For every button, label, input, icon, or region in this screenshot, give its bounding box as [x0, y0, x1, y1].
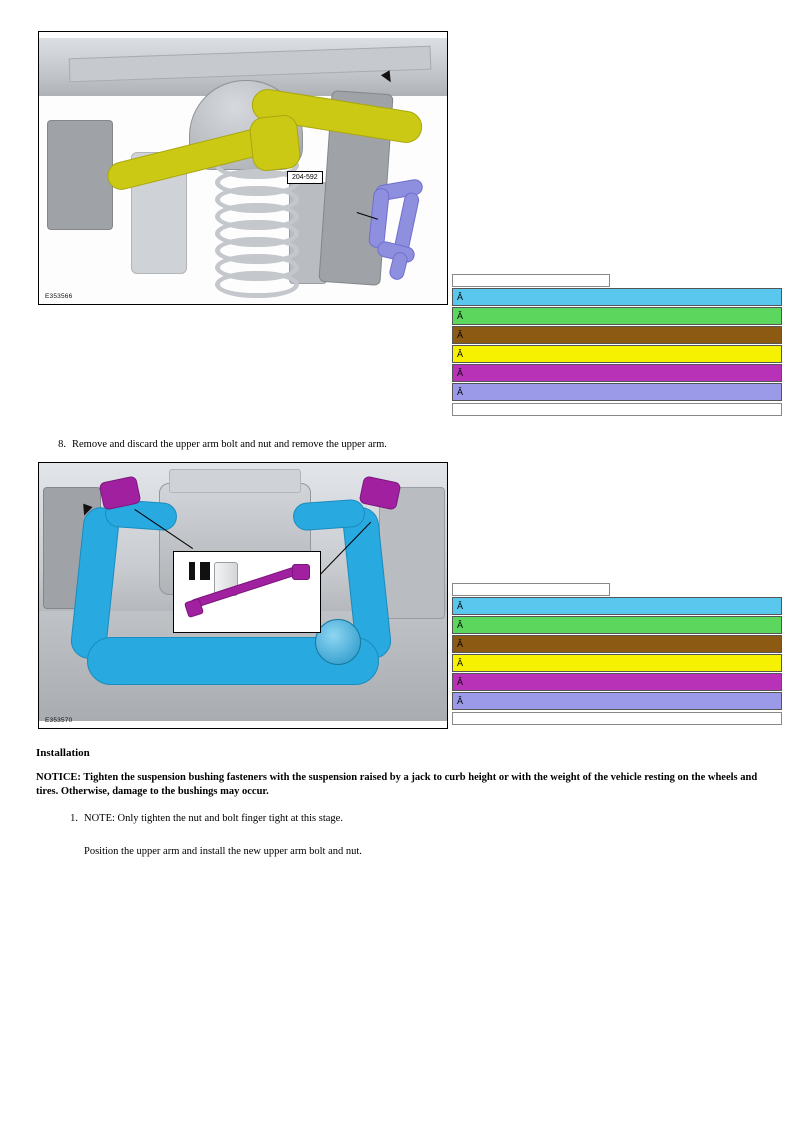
figure1-legend-table: [452, 274, 782, 416]
installation-step-1-note: [84, 812, 750, 826]
note-text: Only tighten the nut and bolt finger tight at this stage.: [117, 813, 343, 824]
installation-step-1: [60, 812, 750, 826]
table-row: Â: [452, 307, 782, 325]
installation-step-1-number: 1.: [70, 813, 78, 824]
table-row: Â: [452, 692, 782, 710]
step-8-text: Remove and discard the upper arm bolt and nut and remove the upper arm.: [72, 439, 387, 450]
tool-grip-icon: [200, 562, 210, 580]
figure2-code: E353570: [45, 717, 73, 724]
table-row: Â: [452, 597, 782, 615]
figure-upper-arm-removal: [38, 462, 448, 729]
note-label: NOTE:: [84, 813, 115, 824]
table-row: Â: [452, 654, 782, 672]
table-row: Â: [452, 616, 782, 634]
installation-heading: Installation: [36, 747, 90, 759]
installation-step-1-body: Position the upper arm and install the new upper arm bolt and nut.: [84, 846, 362, 857]
legend-table-header: [452, 274, 610, 287]
step-8: [48, 438, 748, 452]
step-8-number: 8.: [58, 439, 66, 450]
table-row: Â: [452, 673, 782, 691]
ball-joint-boss: [315, 619, 361, 665]
table-row: Â: [452, 364, 782, 382]
table-row: Â: [452, 345, 782, 363]
special-tool-callout: 204-592: [287, 171, 323, 184]
special-tool-204-592: [369, 182, 425, 274]
upper-arm-right-bushing-arm: [292, 499, 366, 532]
table-row: Â: [452, 326, 782, 344]
legend-table-header: [452, 583, 610, 596]
bolt-nut: [292, 564, 310, 580]
table-row: Â: [452, 635, 782, 653]
table-row: Â: [452, 288, 782, 306]
figure2-legend-table: [452, 583, 782, 725]
figure1-code: E353566: [45, 293, 73, 300]
legend-table-footer: [452, 712, 782, 725]
cowl-panel: [169, 469, 301, 493]
figure2-artwork: [39, 463, 447, 728]
bolt-and-nut-inset: [173, 551, 321, 633]
upper-arm-highlight: [101, 98, 421, 190]
upper-arm-apex: [248, 114, 301, 173]
figure-upper-arm-special-tool: [38, 31, 448, 305]
notice-text: NOTICE: Tighten the suspension bushing fasteners with the suspension raised by a jack to curb height or with the weight of the vehicle resting on the wheels and tires. Otherwise, damage to the bushings may occur.: [36, 772, 758, 797]
tool-shaft-icon: [189, 562, 195, 580]
table-row: Â: [452, 383, 782, 401]
legend-table-footer: [452, 403, 782, 416]
figure1-artwork: [39, 32, 447, 304]
